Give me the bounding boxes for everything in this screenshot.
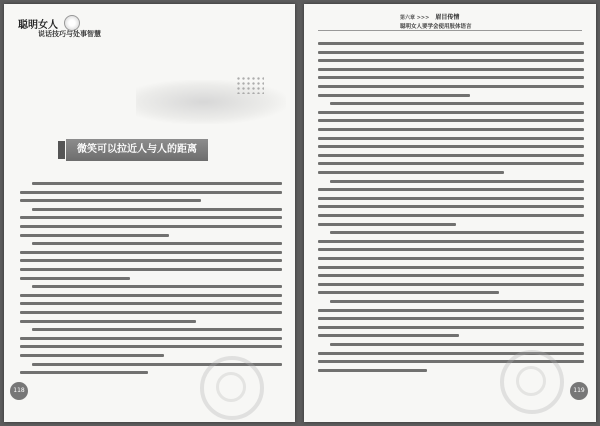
text-line bbox=[318, 111, 584, 114]
text-line bbox=[20, 277, 130, 280]
text-line bbox=[330, 300, 584, 303]
text-line bbox=[318, 240, 584, 243]
text-line bbox=[318, 309, 584, 312]
text-line bbox=[318, 42, 584, 45]
text-line bbox=[318, 283, 584, 286]
text-line bbox=[318, 188, 584, 191]
text-line bbox=[20, 234, 169, 237]
text-line bbox=[20, 354, 164, 357]
text-line bbox=[318, 205, 584, 208]
chapter-subtitle: 聪明女人要学会使用肢体语言 bbox=[400, 24, 472, 30]
section-title: 微笑可以拉近人与人的距离 bbox=[77, 144, 197, 155]
text-line bbox=[20, 311, 282, 314]
text-line bbox=[20, 199, 201, 202]
text-line bbox=[318, 94, 470, 97]
text-line bbox=[318, 162, 584, 165]
text-line bbox=[20, 268, 282, 271]
text-line bbox=[20, 225, 282, 228]
text-line bbox=[318, 257, 584, 260]
text-line bbox=[318, 274, 584, 277]
body-text-right bbox=[318, 40, 584, 380]
text-line bbox=[20, 294, 282, 297]
text-line bbox=[318, 59, 584, 62]
chapter-label: 第六章 >>> bbox=[400, 15, 430, 21]
text-line bbox=[20, 345, 282, 348]
text-line bbox=[318, 248, 584, 251]
text-line bbox=[330, 343, 584, 346]
text-line bbox=[318, 128, 584, 131]
page-number-right: 119 bbox=[570, 382, 588, 400]
text-line bbox=[318, 51, 584, 54]
text-line bbox=[318, 145, 584, 148]
chapter-title: 眉目传情 bbox=[435, 14, 460, 21]
text-line bbox=[20, 302, 282, 305]
header-rule bbox=[318, 30, 582, 31]
dot-pattern bbox=[236, 76, 264, 94]
text-line bbox=[318, 154, 584, 157]
text-line bbox=[318, 137, 584, 140]
text-line bbox=[32, 242, 282, 245]
text-line bbox=[20, 337, 282, 340]
text-line bbox=[318, 266, 584, 269]
text-line bbox=[330, 231, 584, 234]
right-page bbox=[304, 4, 596, 422]
text-line bbox=[32, 182, 282, 185]
text-line bbox=[20, 191, 282, 194]
watermark-stamp-icon bbox=[200, 356, 264, 420]
text-line bbox=[330, 102, 584, 105]
text-line bbox=[20, 251, 282, 254]
text-line bbox=[318, 214, 584, 217]
running-header-right bbox=[400, 12, 459, 21]
watermark-stamp-icon bbox=[500, 350, 564, 414]
page-number-left: 118 bbox=[10, 382, 28, 400]
text-line bbox=[318, 334, 459, 337]
text-line bbox=[318, 326, 584, 329]
text-line bbox=[318, 369, 427, 372]
text-line bbox=[318, 119, 584, 122]
book-title: 聪明女人 bbox=[18, 20, 58, 31]
left-page bbox=[4, 4, 295, 422]
text-line bbox=[330, 180, 584, 183]
running-header-left bbox=[18, 12, 168, 46]
body-text-left bbox=[20, 180, 282, 386]
text-line bbox=[20, 259, 282, 262]
text-line bbox=[318, 223, 456, 226]
text-line bbox=[318, 76, 584, 79]
text-line bbox=[318, 85, 584, 88]
decorative-art bbox=[14, 74, 286, 126]
text-line bbox=[32, 208, 282, 211]
banner-flag bbox=[58, 141, 65, 159]
text-line bbox=[318, 68, 584, 71]
text-line bbox=[20, 371, 148, 374]
text-line bbox=[20, 216, 282, 219]
text-line bbox=[32, 285, 282, 288]
text-line bbox=[318, 291, 499, 294]
text-line bbox=[318, 197, 584, 200]
text-line bbox=[318, 317, 584, 320]
section-banner bbox=[66, 139, 208, 161]
text-line bbox=[20, 320, 196, 323]
text-line bbox=[32, 328, 282, 331]
book-subtitle: 说话技巧与处事智慧 bbox=[38, 30, 101, 38]
text-line bbox=[318, 171, 504, 174]
